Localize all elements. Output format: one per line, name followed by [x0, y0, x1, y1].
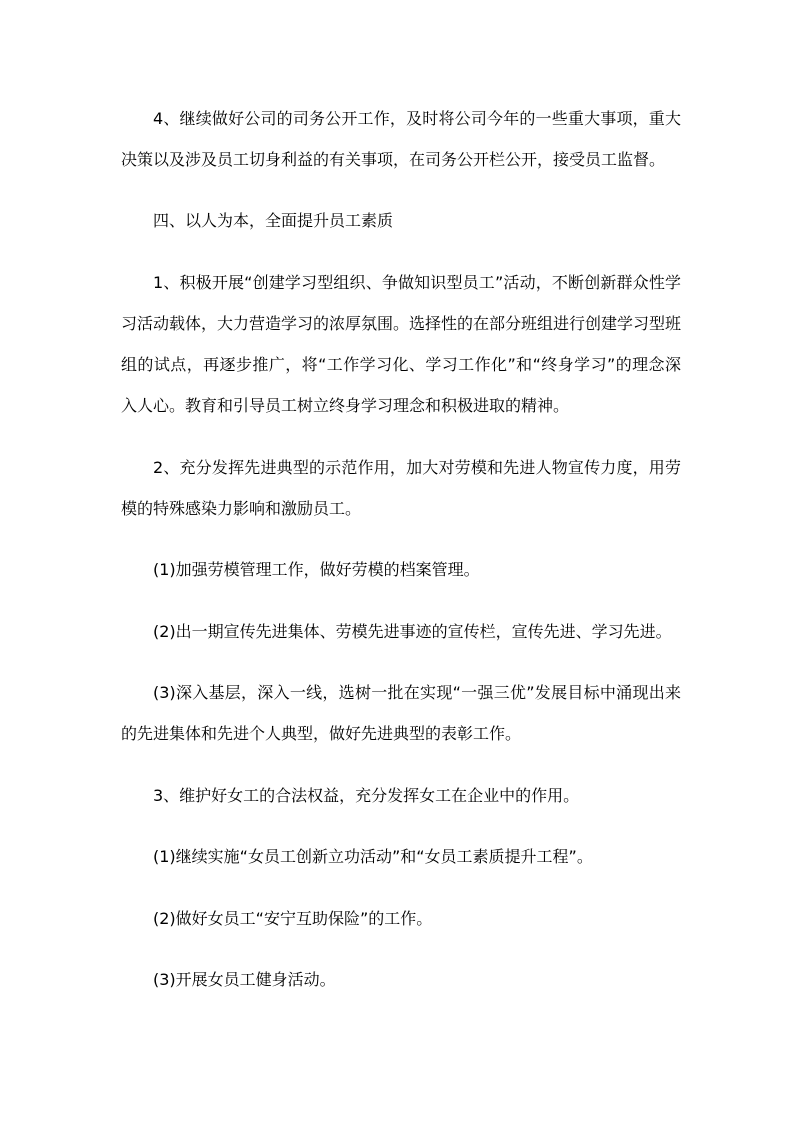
paragraph-sub-1-innovation: (1)继续实施“女员工创新立功活动”和“女员工素质提升工程”。 [153, 847, 593, 866]
paragraph-sub-2-publicity: (2)出一期宣传先进集体、劳模先进事迹的宣传栏，宣传先进、学习先进。 [153, 622, 672, 641]
paragraph-sub-2-insurance: (2)做好女员工“安宁互助保险”的工作。 [153, 909, 433, 928]
paragraph-sub-1-archive: (1)加强劳模管理工作，做好劳模的档案管理。 [153, 560, 480, 579]
paragraph-item-4-disclosure: 4、继续做好公司的司务公开工作，及时将公司今年的一些重大事项，重大决策以及涉及员工切身利益的有关事项，在司务公开栏公开，接受员工监督。 [121, 109, 681, 169]
paragraph-sub-3-fitness: (3)开展女员工健身活动。 [153, 970, 336, 989]
paragraph-sub-3-grassroots: (3)深入基层，深入一线，选树一批在实现“一强三优”发展目标中涌现出来的先进集体和先进个人典型，做好先进典型的表彰工作。 [121, 683, 681, 743]
section-heading-four: 四、以人为本，全面提升员工素质 [153, 211, 394, 230]
paragraph-item-1-learning: 1、积极开展“创建学习型组织、争做知识型员工”活动，不断创新群众性学习活动载体，大力营造学习的浓厚氛围。选择性的在部分班组进行创建学习型班组的试点，再逐步推广，将“工作学习化、学习工作化”和“终身学习”的理念深入人心。教育和引导员工树立终身学习理念和积极进取的精神。 [121, 273, 682, 415]
paragraph-item-3-female-workers: 3、维护好女工的合法权益，充分发挥女工在企业中的作用。 [153, 786, 580, 805]
paragraph-item-2-role-models: 2、充分发挥先进典型的示范作用，加大对劳模和先进人物宣传力度，用劳模的特殊感染力影响和激励员工。 [121, 458, 681, 518]
